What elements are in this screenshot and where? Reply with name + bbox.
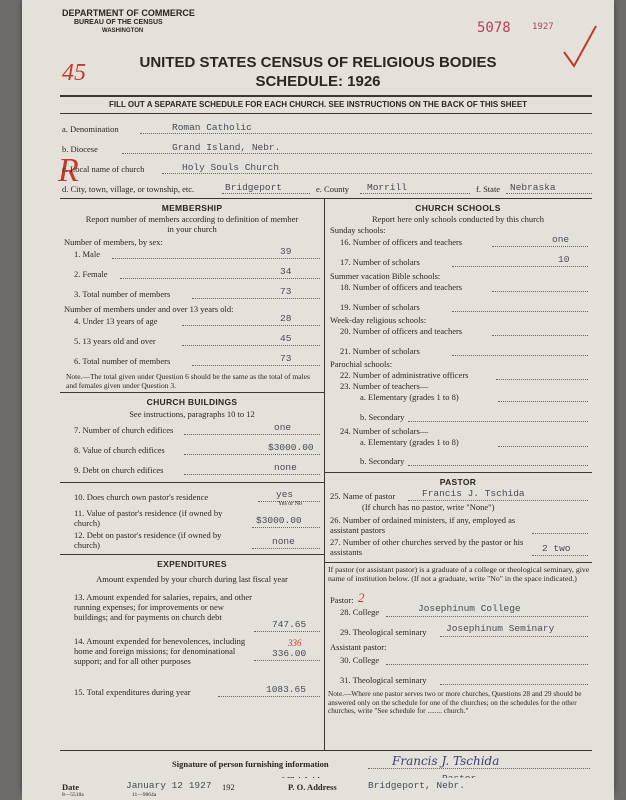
diocese-value: Grand Island, Nebr.	[172, 142, 281, 153]
q25-sub: (If church has no pastor, write "None")	[362, 502, 495, 512]
pastor-mark: 2	[358, 590, 365, 605]
q3-value: 73	[280, 286, 292, 297]
county-label: e. County	[316, 184, 350, 194]
summer-schools-label: Summer vacation Bible schools:	[330, 271, 441, 281]
expenditures-heading: EXPENDITURES	[157, 559, 227, 569]
q24a-label: a. Elementary (grades 1 to 8)	[360, 437, 459, 447]
q4-value: 28	[280, 313, 292, 324]
po-address-value: Bridgeport, Nebr.	[368, 780, 465, 791]
q17-value: 10	[558, 254, 570, 265]
q28-label: 28. College	[340, 607, 380, 617]
denomination-label: a. Denomination	[62, 124, 119, 134]
q6-value: 73	[280, 353, 292, 364]
expenditures-intro: Amount expended by your church during last fiscal year	[96, 574, 288, 584]
q20-label: 20. Number of officers and teachers	[340, 326, 463, 336]
q21-label: 21. Number of scholars	[340, 346, 420, 356]
q25-label: 25. Name of pastor	[330, 491, 396, 501]
q12-value: none	[272, 536, 295, 547]
stamp-year: 1927	[532, 22, 554, 32]
q11-value: $3000.00	[256, 515, 302, 526]
church-name-value: Holy Souls Church	[182, 162, 279, 173]
q2-label: 2. Female	[74, 269, 108, 279]
q8-label: 8. Value of church edifices	[74, 445, 165, 455]
pastor-subheading: Pastor:	[330, 595, 354, 605]
q16-value: one	[552, 234, 570, 245]
q17-label: 17. Number of scholars	[340, 257, 420, 267]
q18-label: 18. Number of officers and teachers	[340, 282, 463, 292]
denomination-value: Roman Catholic	[172, 122, 252, 133]
form-code-2: 11—9864a	[132, 792, 157, 798]
q14-correction: 336	[288, 638, 302, 648]
q13-value: 747.65	[272, 619, 307, 630]
members-by-sex-label: Number of members, by sex:	[64, 237, 163, 247]
membership-intro: Report number of members according to definition of member in your church	[85, 214, 299, 234]
date-label: Date	[62, 782, 79, 792]
membership-note: Note.—The total given under Question 6 should be the same as the total of males and females given under Question 3.	[66, 372, 310, 390]
q14-value: 336.00	[272, 648, 307, 659]
bureau-city: WASHINGTON	[102, 28, 144, 34]
q10-value: yes	[276, 489, 294, 500]
q23a-label: a. Elementary (grades 1 to 8)	[360, 392, 459, 402]
members-by-age-label: Number of members under and over 13 years old:	[64, 304, 234, 314]
footer-strip	[22, 778, 614, 800]
date-suffix: 192	[222, 782, 235, 792]
sunday-schools-label: Sunday schools:	[330, 225, 386, 235]
weekday-schools-label: Week-day religious schools:	[330, 315, 427, 325]
date-value: January 12 1927	[126, 780, 212, 791]
department-name: DEPARTMENT OF COMMERCE	[62, 8, 195, 18]
diocese-label: b. Diocese	[62, 144, 98, 154]
form-title: UNITED STATES CENSUS OF RELIGIOUS BODIES	[139, 54, 497, 71]
q25-value: Francis J. Tschida	[422, 488, 525, 499]
instruction-banner: FILL OUT A SEPARATE SCHEDULE FOR EACH CHURCH. SEE INSTRUCTIONS ON THE BACK OF THIS SHEET	[108, 100, 528, 109]
pastor-heading: PASTOR	[439, 477, 477, 487]
q11-label: 11. Value of pastor's residence (if owned by church)	[74, 508, 223, 528]
q8-value: $3000.00	[268, 442, 314, 453]
margin-letter: R	[58, 152, 79, 189]
stamp-number: 5078	[477, 20, 511, 36]
city-value: Bridgeport	[225, 182, 283, 193]
q4-label: 4. Under 13 years of age	[74, 316, 158, 326]
census-schedule-sheet	[22, 0, 614, 792]
q30-label: 30. College	[340, 655, 380, 665]
q16-label: 16. Number of officers and teachers	[340, 237, 463, 247]
schedule-title: SCHEDULE: 1926	[255, 73, 381, 90]
q29-label: 29. Theological seminary	[340, 627, 427, 637]
po-address-label: P. O. Address	[288, 782, 337, 792]
schools-heading: CHURCH SCHOOLS	[415, 203, 501, 213]
city-label: d. City, town, village, or township, etc.	[62, 184, 195, 194]
bureau-name: BUREAU OF THE CENSUS	[74, 19, 163, 26]
q13-label: 13. Amount expended for salaries, repairs, and other running expenses; for improvements or new buildings; and for payments on church debt	[74, 592, 252, 622]
q23b-label: b. Secondary	[360, 412, 405, 422]
q10-sub: Yes or No	[278, 501, 303, 507]
buildings-sub: See instructions, paragraphs 10 to 12	[129, 409, 255, 419]
q15-label: 15. Total expenditures during year	[74, 687, 191, 697]
q24-label: 24. Number of scholars—	[340, 426, 429, 436]
schools-sub: Report here only schools conducted by this church	[371, 214, 545, 224]
state-value: Nebraska	[510, 182, 556, 193]
parochial-schools-label: Parochial schools:	[330, 359, 393, 369]
q23-label: 23. Number of teachers—	[340, 381, 429, 391]
signature-value: Francis J. Tschida	[392, 754, 500, 768]
q22-label: 22. Number of administrative officers	[340, 370, 469, 380]
signature-label: Signature of person furnishing information	[172, 759, 329, 769]
graduate-note: If pastor (or assistant pastor) is a graduate of a college or theological seminary, give name of institution below. (If not a graduate, write "No" in the space indicated.)	[328, 565, 590, 583]
state-label: f. State	[476, 184, 501, 194]
q19-label: 19. Number of scholars	[340, 302, 420, 312]
q28-value: Josephinum College	[418, 603, 521, 614]
form-code: 8—5518a	[62, 792, 84, 798]
q14-label: 14. Amount expended for benevolences, including home and foreign missions; for denominational support; and for all other purposes	[74, 636, 246, 666]
q10-label: 10. Does church own pastor's residence	[74, 492, 209, 502]
q1-label: 1. Male	[74, 249, 100, 259]
handwritten-number: 45	[62, 60, 86, 86]
q12-label: 12. Debt on pastor's residence (if owned by church)	[74, 530, 222, 550]
buildings-heading: CHURCH BUILDINGS	[146, 397, 238, 407]
q27-value: 2 two	[542, 543, 571, 554]
q29-value: Josephinum Seminary	[446, 623, 555, 634]
assistant-pastor-subheading: Assistant pastor:	[330, 642, 387, 652]
q31-label: 31. Theological seminary	[340, 675, 427, 685]
q24b-label: b. Secondary	[360, 456, 405, 466]
q9-value: none	[274, 462, 297, 473]
q5-value: 45	[280, 333, 292, 344]
county-value: Morrill	[367, 182, 407, 193]
q15-value: 1083.65	[266, 684, 306, 695]
q5-label: 5. 13 years old and over	[74, 336, 156, 346]
q3-label: 3. Total number of members	[74, 289, 171, 299]
membership-heading: MEMBERSHIP	[161, 203, 223, 213]
q9-label: 9. Debt on church edifices	[74, 465, 164, 475]
church-name-label: c. Local name of church	[62, 164, 145, 174]
q7-label: 7. Number of church edifices	[74, 425, 174, 435]
q6-label: 6. Total number of members	[74, 356, 171, 366]
q27-label: 27. Number of other churches served by the pastor or his assistants	[330, 537, 524, 557]
q7-value: one	[274, 422, 292, 433]
q26-label: 26. Number of ordained ministers, if any, employed as assistant pastors	[330, 515, 516, 535]
q2-value: 34	[280, 266, 292, 277]
q1-value: 39	[280, 246, 292, 257]
pastor-note: Note.—Where one pastor serves two or more churches, Questions 28 and 29 should be answered only on the schedule for one of the churches; on the schedules for the other churches, write "See schedule for ........ church."	[328, 689, 582, 715]
